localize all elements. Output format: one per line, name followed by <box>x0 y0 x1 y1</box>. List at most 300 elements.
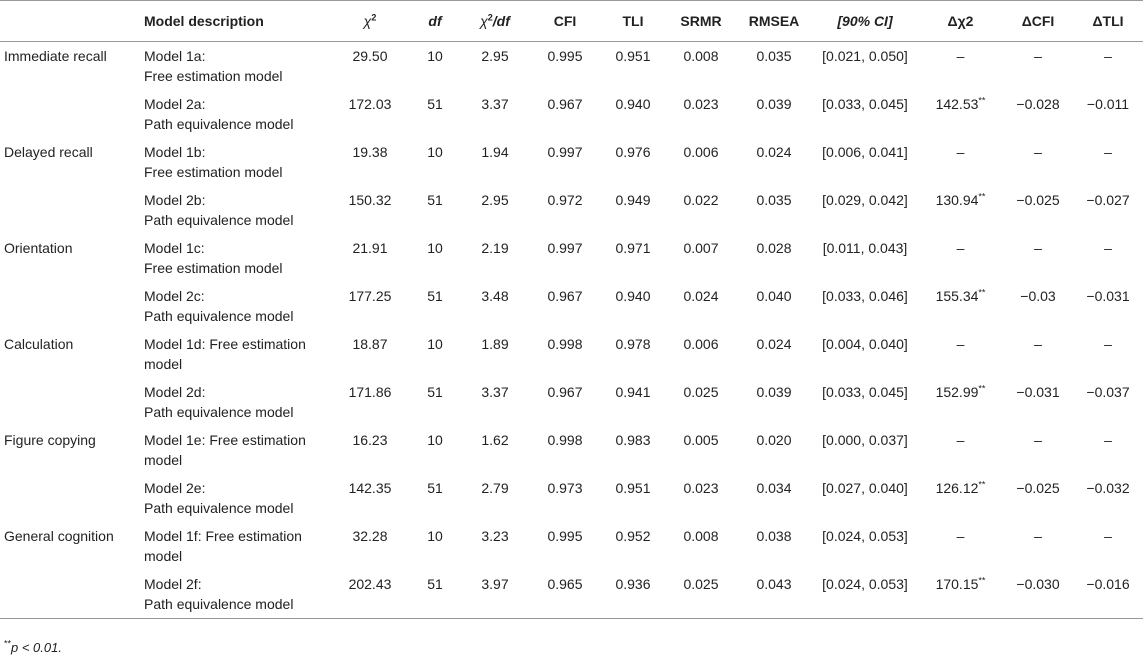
cell-chi2 <box>330 570 410 619</box>
header-delta-chi2: Δχ2 <box>918 1 1003 42</box>
cell-srmr-text: 0.024 <box>683 288 719 304</box>
cell-delta-cfi-text: – <box>1034 240 1042 256</box>
cell-chi2-text: 18.87 <box>352 336 388 352</box>
cell-cfi <box>530 426 600 474</box>
cell-delta-tli <box>1073 426 1143 474</box>
header-cfi: CFI <box>530 1 600 42</box>
cell-delta-chi2 <box>918 90 1003 138</box>
cell-df-text: 51 <box>427 288 443 304</box>
cell-cfi-text: 0.998 <box>547 336 583 352</box>
cell-delta-cfi-text: −0.03 <box>1020 288 1056 304</box>
header-model-description: Model description <box>140 1 330 42</box>
cell-df-text: 51 <box>427 192 443 208</box>
cell-tli-text: 0.949 <box>615 192 651 208</box>
row-group-label <box>0 90 140 138</box>
cell-df <box>410 522 460 570</box>
cell-rmsea <box>736 330 812 378</box>
cell-delta-tli <box>1073 90 1143 138</box>
row-group-label <box>0 234 140 282</box>
delta-chi2-text <box>922 522 999 546</box>
model-description-line1: Model 2b: <box>144 192 206 208</box>
cell-delta-cfi <box>1003 42 1073 91</box>
cell-rmsea <box>736 378 812 426</box>
cell-ci-text: [0.033, 0.046] <box>822 288 908 304</box>
cell-cfi-text: 0.998 <box>547 432 583 448</box>
cell-cfi <box>530 90 600 138</box>
header-chi2-df <box>460 1 530 42</box>
row-model-description <box>140 378 330 426</box>
row-group-label-text: Delayed recall <box>4 144 93 160</box>
delta-chi2-text <box>922 282 999 306</box>
cell-chi2-df-text: 1.62 <box>481 432 509 448</box>
cell-delta-cfi <box>1003 426 1073 474</box>
cell-tli-text: 0.940 <box>615 288 651 304</box>
row-group-label <box>0 474 140 522</box>
cell-ci <box>812 522 918 570</box>
cell-ci-text: [0.027, 0.040] <box>822 480 908 496</box>
cell-cfi <box>530 522 600 570</box>
cell-cfi-text: 0.995 <box>547 528 583 544</box>
cell-rmsea-text: 0.039 <box>756 96 792 112</box>
header-chi2-symbol: χ <box>363 13 372 29</box>
row-group-label-text: Calculation <box>4 336 74 352</box>
cell-df <box>410 474 460 522</box>
significance-marker: ** <box>978 191 986 202</box>
cell-chi2 <box>330 378 410 426</box>
cell-df-text: 10 <box>427 144 443 160</box>
model-description-line1: Model 2c: <box>144 288 205 304</box>
header-rmsea: RMSEA <box>736 1 812 42</box>
cell-cfi <box>530 474 600 522</box>
cell-cfi-text: 0.967 <box>547 384 583 400</box>
cell-df <box>410 42 460 91</box>
cell-delta-tli <box>1073 186 1143 234</box>
row-model-description <box>140 282 330 330</box>
cell-ci <box>812 138 918 186</box>
cell-tli-text: 0.952 <box>615 528 651 544</box>
cell-chi2 <box>330 474 410 522</box>
significance-marker: ** <box>978 575 986 586</box>
significance-marker: ** <box>978 95 986 106</box>
delta-chi2-value: – <box>956 144 965 160</box>
cell-ci-text: [0.033, 0.045] <box>822 384 908 400</box>
cell-df-text: 10 <box>427 336 443 352</box>
cell-cfi-text: 0.965 <box>547 576 583 592</box>
cell-df-text: 10 <box>427 48 443 64</box>
cell-delta-tli <box>1073 138 1143 186</box>
cell-chi2-df-text: 3.48 <box>481 288 509 304</box>
table-row <box>0 186 1143 234</box>
cell-tli-text: 0.983 <box>615 432 651 448</box>
cell-chi2-df-text: 1.89 <box>481 336 509 352</box>
cell-chi2 <box>330 138 410 186</box>
cell-ci-text: [0.006, 0.041] <box>822 144 908 160</box>
cell-cfi <box>530 138 600 186</box>
cell-cfi-text: 0.995 <box>547 48 583 64</box>
delta-chi2-value: – <box>956 48 965 64</box>
cell-chi2-df <box>460 330 530 378</box>
cell-chi2-df <box>460 186 530 234</box>
cell-tli-text: 0.940 <box>615 96 651 112</box>
header-tli: TLI <box>600 1 666 42</box>
table-row <box>0 474 1143 522</box>
cell-ci <box>812 426 918 474</box>
cell-delta-cfi <box>1003 186 1073 234</box>
cell-delta-cfi-text: −0.025 <box>1016 480 1060 496</box>
cell-ci-text: [0.033, 0.045] <box>822 96 908 112</box>
cell-delta-chi2 <box>918 522 1003 570</box>
row-group-label-text: Immediate recall <box>4 48 107 64</box>
table-footnote <box>4 640 62 655</box>
cell-srmr <box>666 90 736 138</box>
cell-df-text: 10 <box>427 432 443 448</box>
model-description-text <box>144 426 326 470</box>
delta-chi2-text <box>922 138 999 162</box>
cell-chi2 <box>330 90 410 138</box>
cell-delta-chi2 <box>918 474 1003 522</box>
cell-delta-chi2 <box>918 426 1003 474</box>
table-row <box>0 90 1143 138</box>
header-chi2df-symbol: χ <box>480 13 488 29</box>
cell-rmsea-text: 0.034 <box>756 480 792 496</box>
cell-delta-cfi <box>1003 138 1073 186</box>
cell-ci <box>812 42 918 91</box>
model-description-text <box>144 42 326 86</box>
cell-delta-tli-text: – <box>1104 48 1112 64</box>
cell-tli-text: 0.976 <box>615 144 651 160</box>
cell-delta-tli <box>1073 474 1143 522</box>
model-description-line2: Free estimation model <box>144 260 283 276</box>
row-model-description <box>140 42 330 91</box>
cell-cfi-text: 0.967 <box>547 96 583 112</box>
cell-df <box>410 330 460 378</box>
delta-chi2-value: 130.94 <box>935 192 979 208</box>
row-group-label-text <box>4 282 136 286</box>
cell-tli-text: 0.978 <box>615 336 651 352</box>
cell-rmsea-text: 0.035 <box>756 192 792 208</box>
cell-cfi-text: 0.967 <box>547 288 583 304</box>
cell-ci <box>812 90 918 138</box>
cell-rmsea <box>736 138 812 186</box>
cell-delta-cfi <box>1003 474 1073 522</box>
delta-chi2-value: 155.34 <box>935 288 979 304</box>
model-description-line1: Model 1b: <box>144 144 206 160</box>
row-model-description <box>140 186 330 234</box>
model-description-line2: Free estimation model <box>144 68 283 84</box>
cell-delta-tli-text: −0.032 <box>1086 480 1130 496</box>
header-chi2 <box>330 1 410 42</box>
row-model-description <box>140 522 330 570</box>
cell-tli <box>600 186 666 234</box>
delta-chi2-value: – <box>956 432 965 448</box>
row-group-label <box>0 378 140 426</box>
cell-df <box>410 186 460 234</box>
cell-delta-chi2 <box>918 330 1003 378</box>
cell-chi2 <box>330 426 410 474</box>
header-delta-tli: ΔTLI <box>1073 1 1143 42</box>
cell-chi2-text: 16.23 <box>352 432 388 448</box>
delta-chi2-value: 142.53 <box>935 96 979 112</box>
model-description-text <box>144 474 326 518</box>
cell-delta-cfi <box>1003 90 1073 138</box>
cell-rmsea <box>736 186 812 234</box>
cell-delta-tli <box>1073 282 1143 330</box>
cell-rmsea-text: 0.020 <box>756 432 792 448</box>
cell-chi2-text: 21.91 <box>352 240 388 256</box>
cell-tli-text: 0.951 <box>615 48 651 64</box>
cell-chi2-text: 202.43 <box>348 576 392 592</box>
cell-ci <box>812 474 918 522</box>
cell-delta-tli-text: −0.011 <box>1086 96 1130 112</box>
cell-delta-tli <box>1073 42 1143 91</box>
table-row <box>0 234 1143 282</box>
cell-chi2 <box>330 234 410 282</box>
delta-chi2-text <box>922 234 999 258</box>
model-description-line1: Model 1d: Free estimation <box>144 336 306 352</box>
cell-delta-cfi-text: – <box>1034 48 1042 64</box>
cell-chi2-df <box>460 522 530 570</box>
cell-df <box>410 138 460 186</box>
cell-tli-text: 0.971 <box>615 240 651 256</box>
header-ci: [90% CI] <box>812 1 918 42</box>
delta-chi2-text <box>922 330 999 354</box>
model-description-text <box>144 522 326 566</box>
model-description-text <box>144 378 326 422</box>
cell-cfi <box>530 282 600 330</box>
table-row <box>0 42 1143 91</box>
table-row <box>0 378 1143 426</box>
cell-srmr <box>666 138 736 186</box>
cell-delta-cfi-text: – <box>1034 528 1042 544</box>
cell-srmr-text: 0.007 <box>683 240 719 256</box>
significance-marker: ** <box>978 383 986 394</box>
row-group-label-text <box>4 474 136 478</box>
cell-delta-chi2 <box>918 138 1003 186</box>
cell-rmsea-text: 0.039 <box>756 384 792 400</box>
cell-ci-text: [0.004, 0.040] <box>822 336 908 352</box>
cell-chi2-df <box>460 234 530 282</box>
cell-delta-tli-text: – <box>1104 240 1112 256</box>
row-group-label <box>0 138 140 186</box>
model-description-line2: model <box>144 356 183 372</box>
cell-cfi-text: 0.997 <box>547 144 583 160</box>
cell-tli-text: 0.941 <box>615 384 651 400</box>
cell-chi2-df-text: 3.37 <box>481 96 509 112</box>
row-group-label <box>0 282 140 330</box>
cell-chi2-text: 171.86 <box>348 384 392 400</box>
cell-rmsea <box>736 234 812 282</box>
cell-srmr-text: 0.006 <box>683 336 719 352</box>
cell-cfi <box>530 330 600 378</box>
delta-chi2-value: – <box>956 336 965 352</box>
model-description-line2: model <box>144 548 183 564</box>
cell-cfi-text: 0.973 <box>547 480 583 496</box>
cell-srmr <box>666 282 736 330</box>
footnote-stars: ** <box>4 638 12 649</box>
cell-chi2-df-text: 3.97 <box>481 576 509 592</box>
cell-df <box>410 378 460 426</box>
model-description-line1: Model 2a: <box>144 96 206 112</box>
cell-tli <box>600 426 666 474</box>
cell-chi2-text: 177.25 <box>348 288 392 304</box>
cell-delta-cfi-text: −0.031 <box>1016 384 1060 400</box>
significance-marker: ** <box>978 479 986 490</box>
cell-cfi <box>530 570 600 619</box>
cell-rmsea <box>736 522 812 570</box>
cell-delta-cfi-text: – <box>1034 336 1042 352</box>
model-description-line2: Path equivalence model <box>144 500 294 516</box>
table-row <box>0 522 1143 570</box>
cell-ci <box>812 378 918 426</box>
cell-chi2-df-text: 2.79 <box>481 480 509 496</box>
row-model-description <box>140 474 330 522</box>
cell-srmr <box>666 474 736 522</box>
cell-srmr <box>666 42 736 91</box>
cell-df <box>410 90 460 138</box>
cell-delta-tli-text: – <box>1104 336 1112 352</box>
model-description-line1: Model 1e: Free estimation <box>144 432 306 448</box>
cell-srmr-text: 0.025 <box>683 384 719 400</box>
cell-chi2-df-text: 3.23 <box>481 528 509 544</box>
cell-rmsea-text: 0.024 <box>756 144 792 160</box>
row-group-label-text: Figure copying <box>4 432 96 448</box>
row-group-label-text: Orientation <box>4 240 73 256</box>
model-description-text <box>144 234 326 278</box>
cell-rmsea <box>736 474 812 522</box>
cell-tli-text: 0.951 <box>615 480 651 496</box>
model-description-line2: Free estimation model <box>144 164 283 180</box>
cell-chi2-df <box>460 42 530 91</box>
row-model-description <box>140 426 330 474</box>
cell-chi2 <box>330 186 410 234</box>
cell-tli <box>600 330 666 378</box>
cell-ci-text: [0.024, 0.053] <box>822 528 908 544</box>
row-group-label-text <box>4 570 136 574</box>
cell-chi2 <box>330 42 410 91</box>
row-group-label <box>0 186 140 234</box>
cell-ci <box>812 282 918 330</box>
cell-srmr-text: 0.005 <box>683 432 719 448</box>
cell-srmr-text: 0.022 <box>683 192 719 208</box>
cell-delta-cfi-text: – <box>1034 144 1042 160</box>
header-delta-cfi: ΔCFI <box>1003 1 1073 42</box>
cell-chi2-df-text: 2.19 <box>481 240 509 256</box>
cell-srmr <box>666 570 736 619</box>
model-description-text <box>144 186 326 230</box>
cell-srmr-text: 0.008 <box>683 528 719 544</box>
cell-delta-cfi <box>1003 282 1073 330</box>
cell-chi2-df <box>460 138 530 186</box>
model-description-text <box>144 282 326 326</box>
model-description-line1: Model 1c: <box>144 240 205 256</box>
row-model-description <box>140 234 330 282</box>
cell-tli <box>600 42 666 91</box>
cell-chi2-df-text: 2.95 <box>481 48 509 64</box>
cell-chi2-df <box>460 282 530 330</box>
cell-delta-cfi-text: – <box>1034 432 1042 448</box>
model-description-text <box>144 90 326 134</box>
cell-chi2-text: 150.32 <box>348 192 392 208</box>
cell-chi2-text: 29.50 <box>352 48 388 64</box>
cell-delta-tli-text: −0.037 <box>1086 384 1130 400</box>
header-model <box>0 1 140 42</box>
cell-delta-cfi-text: −0.025 <box>1016 192 1060 208</box>
cell-chi2 <box>330 522 410 570</box>
cell-delta-tli <box>1073 378 1143 426</box>
footnote-text: p < 0.01. <box>11 640 62 655</box>
cell-tli <box>600 138 666 186</box>
cell-cfi <box>530 378 600 426</box>
cell-delta-cfi <box>1003 378 1073 426</box>
significance-marker: ** <box>978 287 986 298</box>
cell-ci <box>812 186 918 234</box>
cell-ci-text: [0.029, 0.042] <box>822 192 908 208</box>
row-model-description <box>140 570 330 619</box>
cell-rmsea <box>736 42 812 91</box>
cell-df-text: 51 <box>427 96 443 112</box>
cell-ci-text: [0.021, 0.050] <box>822 48 908 64</box>
table-row <box>0 330 1143 378</box>
cell-delta-chi2 <box>918 186 1003 234</box>
cell-delta-tli <box>1073 234 1143 282</box>
model-description-line2: model <box>144 452 183 468</box>
cell-chi2-df <box>460 378 530 426</box>
model-description-line1: Model 2f: <box>144 576 202 592</box>
cell-ci-text: [0.011, 0.043] <box>822 240 908 256</box>
cell-tli <box>600 570 666 619</box>
cell-df-text: 51 <box>427 480 443 496</box>
cell-rmsea-text: 0.040 <box>756 288 792 304</box>
cell-chi2-df-text: 1.94 <box>481 144 509 160</box>
row-group-label <box>0 570 140 619</box>
delta-chi2-value: – <box>956 240 965 256</box>
cell-srmr <box>666 330 736 378</box>
cell-df-text: 51 <box>427 576 443 592</box>
row-model-description <box>140 138 330 186</box>
cell-tli <box>600 234 666 282</box>
cell-chi2-text: 142.35 <box>348 480 392 496</box>
cell-delta-tli-text: – <box>1104 432 1112 448</box>
cell-tli <box>600 282 666 330</box>
cell-df-text: 10 <box>427 240 443 256</box>
cell-delta-cfi <box>1003 330 1073 378</box>
cell-srmr <box>666 378 736 426</box>
cell-df <box>410 426 460 474</box>
model-description-line1: Model 1f: Free estimation <box>144 528 302 544</box>
cell-chi2-df <box>460 570 530 619</box>
cell-chi2-df-text: 3.37 <box>481 384 509 400</box>
delta-chi2-value: 126.12 <box>935 480 979 496</box>
model-description-text <box>144 570 326 614</box>
model-description-text <box>144 138 326 182</box>
cell-delta-tli-text: −0.031 <box>1086 288 1130 304</box>
cell-delta-chi2 <box>918 378 1003 426</box>
row-group-label-text <box>4 378 136 382</box>
model-description-line2: Path equivalence model <box>144 596 294 612</box>
table-body <box>0 42 1143 619</box>
model-description-line2: Path equivalence model <box>144 116 294 132</box>
row-group-label <box>0 42 140 91</box>
cell-srmr <box>666 234 736 282</box>
cell-tli <box>600 378 666 426</box>
cell-srmr <box>666 186 736 234</box>
header-srmr: SRMR <box>666 1 736 42</box>
cell-srmr-text: 0.025 <box>683 576 719 592</box>
model-description-line1: Model 1a: <box>144 48 206 64</box>
table-row <box>0 570 1143 619</box>
header-chi2-sup: 2 <box>371 12 377 23</box>
cell-delta-tli-text: −0.016 <box>1086 576 1130 592</box>
